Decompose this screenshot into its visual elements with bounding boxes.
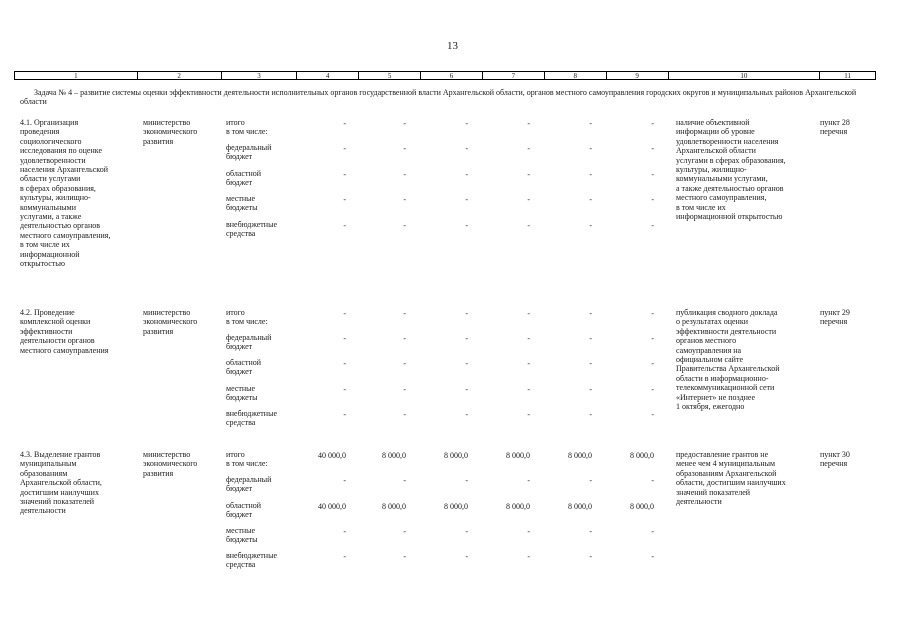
funding-value: - <box>343 334 346 343</box>
column-number: 7 <box>483 72 545 79</box>
column-number: 6 <box>421 72 483 79</box>
column-number: 2 <box>138 72 222 79</box>
funding-value: - <box>465 476 468 485</box>
funding-value: 8 000,0 <box>568 451 592 460</box>
expected-result: наличие объективной информации об уровне удовлетворенности населения Архангельской области услугами в сферах образования, культуры, жилищно- коммунальными услугами, а также деятельностью органов местного самоуправления, в том числе их информационной открытостью <box>676 118 786 222</box>
executor: министерство экономического развития <box>143 308 198 336</box>
funding-value: 8 000,0 <box>630 502 654 511</box>
funding-value: - <box>465 221 468 230</box>
funding-value: - <box>465 410 468 419</box>
column-number: 9 <box>607 72 669 79</box>
funding-value: - <box>589 334 592 343</box>
funding-value: - <box>465 119 468 128</box>
funding-value: - <box>527 527 530 536</box>
column-number: 4 <box>297 72 359 79</box>
funding-value: - <box>465 144 468 153</box>
funding-value: - <box>465 359 468 368</box>
source-label: федеральный бюджет <box>226 143 272 162</box>
funding-value: - <box>651 195 654 204</box>
funding-value: 8 000,0 <box>382 451 406 460</box>
funding-value: - <box>343 309 346 318</box>
funding-value: - <box>403 410 406 419</box>
source-label: внебюджетные средства <box>226 409 277 428</box>
funding-value: - <box>651 334 654 343</box>
funding-value: - <box>403 552 406 561</box>
funding-value: - <box>465 170 468 179</box>
funding-value: - <box>403 359 406 368</box>
funding-value: - <box>403 144 406 153</box>
funding-value: - <box>343 119 346 128</box>
column-number: 8 <box>545 72 607 79</box>
funding-value: - <box>589 195 592 204</box>
funding-value: - <box>589 385 592 394</box>
funding-value: - <box>589 552 592 561</box>
funding-value: - <box>527 170 530 179</box>
funding-value: - <box>651 476 654 485</box>
funding-value: - <box>651 385 654 394</box>
funding-value: - <box>465 552 468 561</box>
column-number: 11 <box>844 72 851 80</box>
funding-value: - <box>527 309 530 318</box>
funding-value: - <box>403 309 406 318</box>
funding-value: - <box>651 170 654 179</box>
funding-value: - <box>403 476 406 485</box>
funding-value: - <box>403 385 406 394</box>
source-label: местные бюджеты <box>226 384 258 403</box>
funding-value: - <box>527 119 530 128</box>
funding-value: - <box>343 476 346 485</box>
funding-value: - <box>465 309 468 318</box>
funding-value: 8 000,0 <box>506 451 530 460</box>
source-label: итого в том числе: <box>226 118 268 137</box>
funding-value: - <box>343 552 346 561</box>
source-label: федеральный бюджет <box>226 475 272 494</box>
funding-value: - <box>343 195 346 204</box>
funding-value: - <box>343 385 346 394</box>
funding-value: - <box>589 119 592 128</box>
funding-value: - <box>527 552 530 561</box>
expected-result: публикация сводного доклада о результатах оценки эффективности деятельности органов местного самоуправления на официальном сайте Правительства Архангельской области в информационно- телекоммуникационной сети «Интернет» не позднее 1 октября, ежегодно <box>676 308 780 412</box>
funding-value: 8 000,0 <box>568 502 592 511</box>
funding-value: - <box>343 144 346 153</box>
funding-value: - <box>589 170 592 179</box>
funding-value: - <box>403 221 406 230</box>
funding-value: - <box>651 527 654 536</box>
funding-value: - <box>651 410 654 419</box>
task-title: Задача № 4 – развитие системы оценки эффективности деятельности исполнительных органов государственной власти Архангельской области, органов местного самоуправления городских округов и муниципальных районов Архангельской области <box>20 88 857 106</box>
source-label: внебюджетные средства <box>226 220 277 239</box>
funding-value: - <box>527 476 530 485</box>
expected-result: предоставление грантов не менее чем 4 муниципальным образованиям Архангельской области, достигшим наилучших значений показателей деятельности <box>676 450 786 507</box>
funding-value: 8 000,0 <box>444 451 468 460</box>
funding-value: - <box>527 334 530 343</box>
column-number-header <box>14 71 876 80</box>
source-label: внебюджетные средства <box>226 551 277 570</box>
source-label: федеральный бюджет <box>226 333 272 352</box>
funding-value: - <box>403 119 406 128</box>
funding-value: - <box>527 195 530 204</box>
funding-value: - <box>589 221 592 230</box>
funding-value: 8 000,0 <box>444 502 468 511</box>
source-label: областной бюджет <box>226 169 262 188</box>
list-reference: пункт 28 перечня <box>820 118 850 137</box>
funding-value: - <box>651 144 654 153</box>
funding-value: 40 000,0 <box>318 451 346 460</box>
funding-value: - <box>589 144 592 153</box>
funding-value: 8 000,0 <box>382 502 406 511</box>
funding-value: - <box>343 359 346 368</box>
funding-value: - <box>403 527 406 536</box>
funding-value: 40 000,0 <box>318 502 346 511</box>
funding-value: - <box>651 552 654 561</box>
column-number: 3 <box>222 72 298 79</box>
funding-value: - <box>589 410 592 419</box>
source-label: итого в том числе: <box>226 450 268 469</box>
column-number: 1 <box>15 72 138 79</box>
funding-value: - <box>651 309 654 318</box>
executor: министерство экономического развития <box>143 450 198 478</box>
funding-value: - <box>651 119 654 128</box>
funding-value: - <box>527 144 530 153</box>
funding-value: - <box>527 221 530 230</box>
source-label: итого в том числе: <box>226 308 268 327</box>
funding-value: - <box>589 359 592 368</box>
measure-name: 4.2. Проведение комплексной оценки эффективности деятельности органов местного самоуправления <box>20 308 109 355</box>
page-number: 13 <box>447 40 458 52</box>
funding-value: 8 000,0 <box>506 502 530 511</box>
source-label: областной бюджет <box>226 501 262 520</box>
funding-value: - <box>651 359 654 368</box>
funding-value: - <box>527 410 530 419</box>
column-number: 10 <box>669 72 821 79</box>
source-label: местные бюджеты <box>226 526 258 545</box>
funding-value: 8 000,0 <box>630 451 654 460</box>
funding-value: - <box>403 170 406 179</box>
funding-value: - <box>343 410 346 419</box>
source-label: областной бюджет <box>226 358 262 377</box>
measure-name: 4.1. Организация проведения социологического исследования по оценке удовлетворенности населения Архангельской области услугами в сферах образования, культуры, жилищно- коммунальными услугами, а также деятельностью органов местного самоуправления, в том числе их информационной открытостью <box>20 118 111 269</box>
funding-value: - <box>465 334 468 343</box>
source-label: местные бюджеты <box>226 194 258 213</box>
column-number: 5 <box>359 72 421 79</box>
funding-value: - <box>465 385 468 394</box>
funding-value: - <box>527 385 530 394</box>
funding-value: - <box>465 527 468 536</box>
funding-value: - <box>651 221 654 230</box>
executor: министерство экономического развития <box>143 118 198 146</box>
funding-value: - <box>589 476 592 485</box>
funding-value: - <box>589 527 592 536</box>
funding-value: - <box>465 195 468 204</box>
funding-value: - <box>589 309 592 318</box>
funding-value: - <box>403 195 406 204</box>
funding-value: - <box>527 359 530 368</box>
funding-value: - <box>343 221 346 230</box>
funding-value: - <box>403 334 406 343</box>
funding-value: - <box>343 527 346 536</box>
list-reference: пункт 30 перечня <box>820 450 850 469</box>
list-reference: пункт 29 перечня <box>820 308 850 327</box>
funding-value: - <box>343 170 346 179</box>
measure-name: 4.3. Выделение грантов муниципальным образованиям Архангельской области, достигшим наилучших значений показателей деятельности <box>20 450 102 516</box>
